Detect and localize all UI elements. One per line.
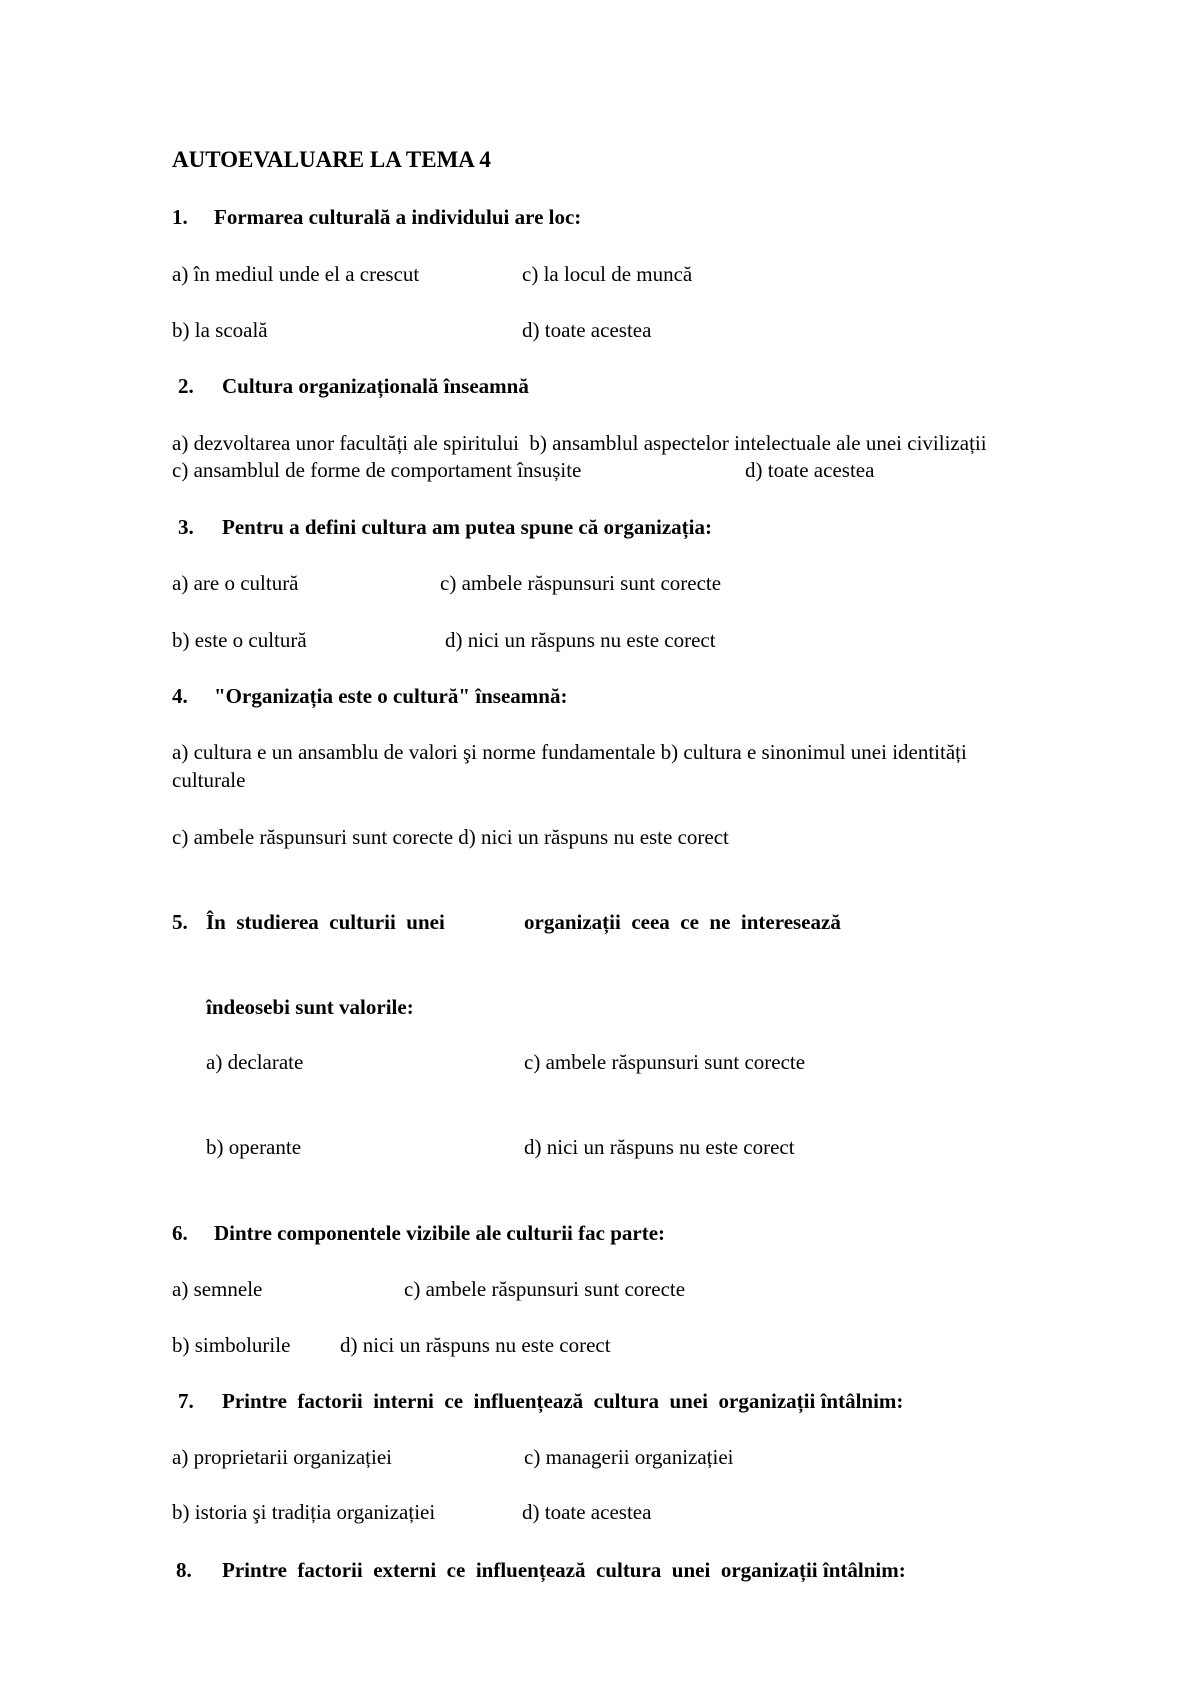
- question-text: În studierea culturii unei: [206, 910, 445, 934]
- question-text: Printre factorii interni ce influențează cultura unei organizații întâlnim:: [222, 1389, 904, 1413]
- answer-option: a) declarate: [206, 1050, 304, 1074]
- answer-option: b) la scoală: [172, 318, 268, 342]
- answer-option: a) proprietarii organizației: [172, 1445, 393, 1469]
- question-number: 1.: [172, 205, 188, 229]
- question-number: 2.: [178, 374, 194, 398]
- answer-option: b) simbolurile: [172, 1333, 291, 1357]
- answer-options-line: a) cultura e un ansamblu de valori şi norme fundamentale b) cultura e sinonimul unei identități: [172, 740, 967, 764]
- answer-option: b) operante: [206, 1135, 302, 1159]
- question-number: 7.: [178, 1389, 194, 1413]
- question-text: organizații ceea ce ne interesează: [524, 910, 841, 934]
- question-number: 3.: [178, 515, 194, 539]
- answer-options-line: c) ambele răspunsuri sunt corecte d) nici un răspuns nu este corect: [172, 825, 729, 849]
- question-number: 5.: [172, 910, 188, 934]
- answer-options-line: a) dezvoltarea unor facultăți ale spiritului b) ansamblul aspectelor intelectuale ale unei civilizații: [172, 431, 987, 455]
- question-text: Formarea culturală a individului are loc:: [214, 205, 582, 229]
- answer-options-line: culturale: [172, 768, 246, 792]
- answer-option: c) ambele răspunsuri sunt corecte: [524, 1050, 806, 1074]
- answer-option: d) toate acestea: [522, 318, 652, 342]
- question-text: Pentru a defini cultura am putea spune că organizația:: [222, 515, 712, 539]
- answer-option: c) ambele răspunsuri sunt corecte: [440, 571, 722, 595]
- question-number: 4.: [172, 684, 188, 708]
- question-text: Cultura organizațională înseamnă: [222, 374, 529, 398]
- answer-option: a) are o cultură: [172, 571, 299, 595]
- question-text: îndeosebi sunt valorile:: [206, 995, 414, 1019]
- answer-option: c) ansamblul de forme de comportament însușite: [172, 458, 582, 482]
- question-number: 8.: [176, 1558, 192, 1582]
- question-text: Dintre componentele vizibile ale culturii fac parte:: [214, 1221, 666, 1245]
- answer-option: c) la locul de muncă: [522, 262, 693, 286]
- answer-option: d) nici un răspuns nu este corect: [445, 628, 716, 652]
- answer-option: a) semnele: [172, 1277, 263, 1301]
- answer-option: d) toate acestea: [522, 1500, 652, 1524]
- page-title: AUTOEVALUARE LA TEMA 4: [172, 147, 491, 172]
- answer-option: c) managerii organizației: [524, 1445, 734, 1469]
- answer-option: d) nici un răspuns nu este corect: [524, 1135, 795, 1159]
- question-text: Printre factorii externi ce influențează cultura unei organizații întâlnim:: [222, 1558, 906, 1582]
- answer-option: a) în mediul unde el a crescut: [172, 262, 420, 286]
- answer-option: c) ambele răspunsuri sunt corecte: [404, 1277, 686, 1301]
- answer-option: b) istoria şi tradiția organizației: [172, 1500, 436, 1524]
- question-text: "Organizația este o cultură" înseamnă:: [214, 684, 568, 708]
- answer-option: d) toate acestea: [745, 458, 875, 482]
- question-number: 6.: [172, 1221, 188, 1245]
- answer-option: d) nici un răspuns nu este corect: [340, 1333, 611, 1357]
- answer-option: b) este o cultură: [172, 628, 307, 652]
